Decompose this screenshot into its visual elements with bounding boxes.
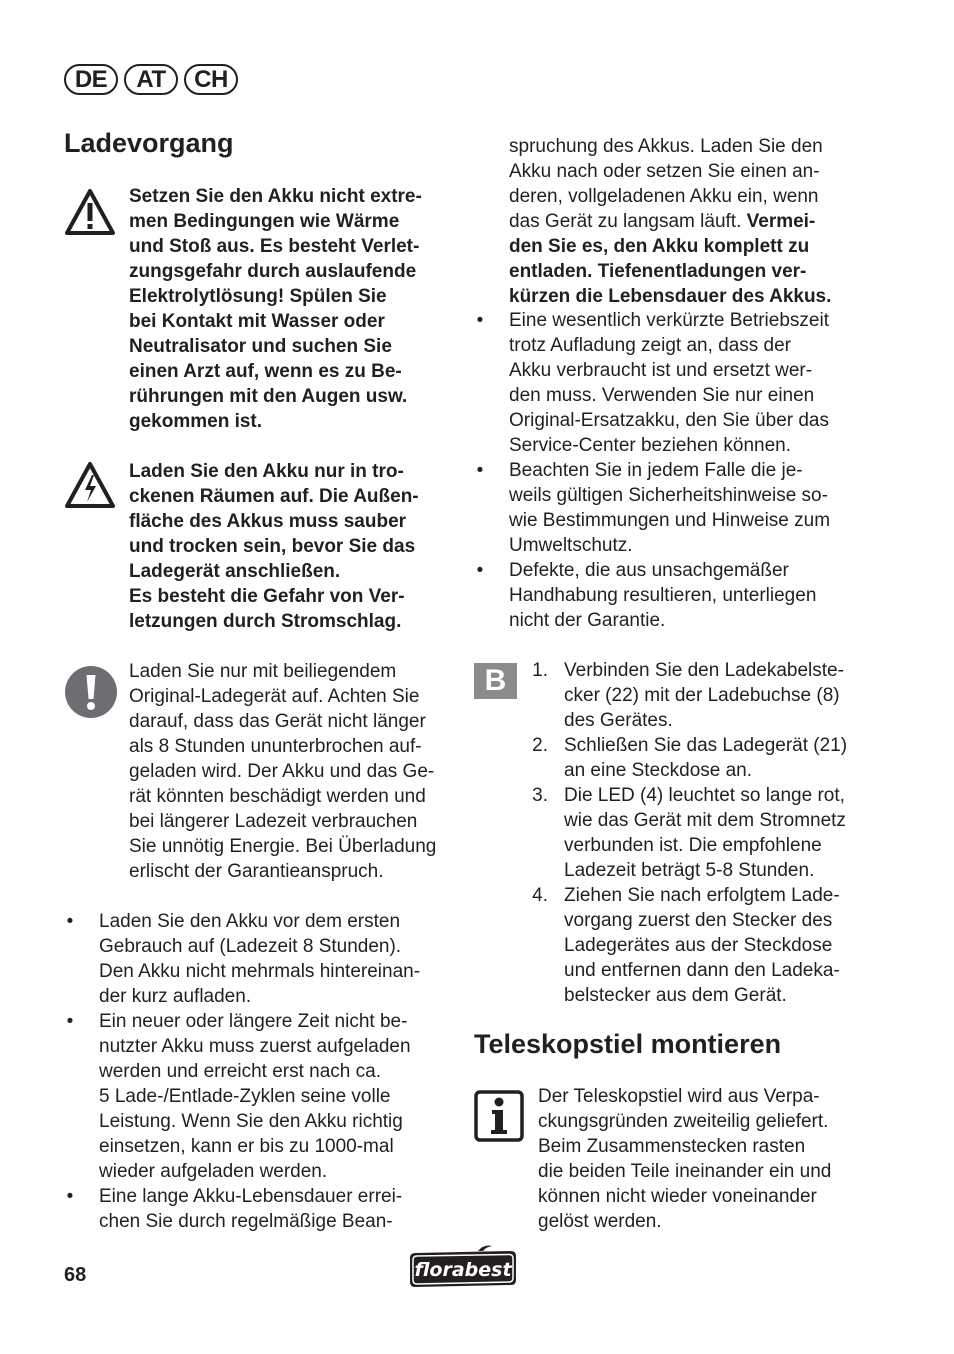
info-text (538, 1084, 868, 1234)
text-line: Laden Sie den Akku nur in tro- (129, 461, 404, 482)
brand-logo (406, 1244, 520, 1295)
note-text (129, 659, 459, 884)
text-line: Sie unnötig Energie. Bei Überladung (129, 836, 437, 857)
text-line: wie das Gerät mit dem Stromnetz (564, 810, 846, 831)
country-badges (64, 64, 238, 95)
text-line: Schließen Sie das Ladegerät (21) (564, 735, 848, 756)
text-line: 5 Lade-/Entlade-Zyklen seine volle (99, 1086, 391, 1107)
figure-ref-label: B (484, 664, 507, 697)
bullet-text (509, 308, 859, 458)
badge-ch: CH (184, 64, 238, 95)
text-line: wie Bestimmungen und Hinweise zum (509, 510, 831, 531)
figure-ref-badge (474, 663, 517, 699)
text-line: Leistung. Wenn Sie den Akku richtig (99, 1111, 403, 1132)
step-text (564, 733, 864, 783)
text-line: Gebrauch auf (Ladezeit 8 Stunden). (99, 936, 402, 957)
step-text (564, 658, 864, 733)
text-line: werden und erreicht erst nach ca. (99, 1061, 381, 1082)
text-line: Die LED (4) leuchtet so lange rot, (564, 785, 845, 806)
badge-at: AT (124, 64, 178, 95)
warning-text-1 (129, 184, 451, 434)
text-line: chen Sie durch regelmäßige Bean- (99, 1211, 393, 1232)
text-line: der kurz aufladen. (99, 986, 252, 1007)
text-line: Laden Sie den Akku vor dem ersten (99, 911, 401, 932)
bullet-text (509, 558, 859, 633)
text-line: den Sie es, den Akku komplett zu (509, 236, 810, 257)
text-line: ckenen Räumen auf. Die Außen- (129, 486, 419, 507)
text-line: Ladezeit beträgt 5-8 Stunden. (564, 860, 815, 881)
text-line: bei längerer Ladezeit verbrauchen (129, 811, 418, 832)
text-line: bei Kontakt mit Wasser oder (129, 311, 385, 332)
text-line: wieder aufgeladen werden. (99, 1161, 328, 1182)
text-line: deren, vollgeladenen Akku ein, wenn (509, 186, 819, 207)
continuation-text (509, 134, 869, 309)
bold-text (509, 234, 869, 309)
text-line: cker (22) mit der Ladebuchse (8) (564, 685, 840, 706)
text-line: Ein neuer oder längere Zeit nicht be- (99, 1011, 408, 1032)
text-line: nicht der Garantie. (509, 610, 666, 631)
text-line: und entfernen dann den Ladeka- (564, 960, 840, 981)
text-line: die beiden Teile ineinander ein und (538, 1161, 832, 1182)
text-line: Ladegerätes aus der Steckdose (564, 935, 833, 956)
text-line: Eine wesentlich verkürzte Betriebszeit (509, 310, 829, 331)
step-number: 3. (532, 785, 548, 806)
text-line: Verbinden Sie den Ladekabelste- (564, 660, 844, 681)
text-line: und Stoß aus. Es besteht Verlet- (129, 236, 420, 257)
step-number: 1. (532, 660, 548, 681)
warning-exclamation-icon (64, 188, 116, 236)
text-line: Ziehen Sie nach erfolgtem Lade- (564, 885, 840, 906)
text-line: an eine Steckdose an. (564, 760, 753, 781)
text-line: Laden Sie nur mit beiliegendem (129, 661, 397, 682)
text-line: des Gerätes. (564, 710, 673, 731)
text-line: vorgang zuerst den Stecker des (564, 910, 833, 931)
bullet-text (99, 1184, 449, 1234)
text-line: kürzen die Lebensdauer des Akkus. (509, 286, 832, 307)
step-number: 4. (532, 885, 548, 906)
text-line: fläche des Akkus muss sauber (129, 511, 407, 532)
text-line: darauf, dass das Gerät nicht länger (129, 711, 426, 732)
text-line: Umweltschutz. (509, 535, 633, 556)
step-text (564, 883, 864, 1008)
text-line: geladen wird. Der Akku und das Ge- (129, 761, 435, 782)
bullet-text (99, 1009, 449, 1184)
text-line: als 8 Stunden ununterbrochen auf- (129, 736, 422, 757)
bullet-dot: • (476, 460, 484, 481)
info-icon (474, 1090, 524, 1142)
svg-text:florabest: florabest (414, 1259, 512, 1281)
text-line: entladen. Tiefenentladungen ver- (509, 261, 807, 282)
text-span: das Gerät zu langsam läuft. (509, 211, 747, 232)
text-line: können nicht wieder voneinander (538, 1186, 817, 1207)
bullet-text (99, 909, 449, 1009)
text-line: spruchung des Akkus. Laden Sie den (509, 136, 823, 157)
text-line: Beachten Sie in jedem Falle die je- (509, 460, 803, 481)
text-line: einen Arzt auf, wenn es zu Be- (129, 361, 402, 382)
bullet-dot: • (66, 1186, 74, 1207)
text-span-bold: Vermei- (746, 211, 816, 232)
text-line: erlischt der Garantieanspruch. (129, 861, 384, 882)
text-line (509, 209, 869, 234)
text-line: men Bedingungen wie Wärme (129, 211, 400, 232)
badge-de: DE (64, 64, 118, 95)
text-line: Setzen Sie den Akku nicht extre- (129, 186, 422, 207)
text-line: nutzter Akku muss zuerst aufgeladen (99, 1036, 411, 1057)
page-number: 68 (64, 1264, 87, 1286)
text-line: Handhabung resultieren, unterliegen (509, 585, 817, 606)
text-line: einsetzen, kann er bis zu 1000-mal (99, 1136, 394, 1157)
text-line: Akku nach oder setzen Sie einen an- (509, 161, 820, 182)
warning-text-2 (129, 459, 451, 634)
text-line: rät könnten beschädigt werden und (129, 786, 426, 807)
text-line: weils gültigen Sicherheitshinweise so- (509, 485, 828, 506)
text-line: ckungsgründen zweiteilig geliefert. (538, 1111, 829, 1132)
text-line: den muss. Verwenden Sie nur einen (509, 385, 815, 406)
section-title-ladevorgang: Ladevorgang (64, 128, 234, 158)
step-text (564, 783, 864, 883)
text-line: Der Teleskopstiel wird aus Verpa- (538, 1086, 820, 1107)
text-line: Defekte, die aus unsachgemäßer (509, 560, 789, 581)
step-number: 2. (532, 735, 548, 756)
text-line: Neutralisator und suchen Sie (129, 336, 392, 357)
text-line: rührungen mit den Augen usw. (129, 386, 408, 407)
text-line: Den Akku nicht mehrmals hintereinan- (99, 961, 421, 982)
text-line: Ladegerät anschließen. (129, 561, 341, 582)
text-line: und trocken sein, bevor Sie das (129, 536, 416, 557)
bullet-dot: • (476, 310, 484, 331)
section-title-teleskopstiel: Teleskopstiel montieren (474, 1029, 782, 1059)
text-line: Eine lange Akku-Lebensdauer errei- (99, 1186, 403, 1207)
text-line: Service-Center beziehen können. (509, 435, 792, 456)
text-line: Original-Ersatzakku, den Sie über das (509, 410, 829, 431)
text-line: Akku verbraucht ist und ersetzt wer- (509, 360, 813, 381)
text-line: zungsgefahr durch auslaufende (129, 261, 417, 282)
text-line: Es besteht die Gefahr von Ver- (129, 586, 405, 607)
text-line: gelöst werden. (538, 1211, 662, 1232)
bullet-dot: • (476, 560, 484, 581)
text-line: gekommen ist. (129, 411, 263, 432)
text-line: verbunden ist. Die empfohlene (564, 835, 822, 856)
bullet-text (509, 458, 859, 558)
text-line: belstecker aus dem Gerät. (564, 985, 787, 1006)
text-line: Beim Zusammenstecken rasten (538, 1136, 806, 1157)
bullet-dot: • (66, 911, 74, 932)
exclamation-circle-icon (64, 665, 118, 719)
text-line: letzungen durch Stromschlag. (129, 611, 402, 632)
text-line: Elektrolytlösung! Spülen Sie (129, 286, 387, 307)
florabest-logo-icon (406, 1244, 520, 1290)
bullet-dot: • (66, 1011, 74, 1032)
warning-electric-icon (64, 461, 116, 509)
text-line: trotz Aufladung zeigt an, dass der (509, 335, 792, 356)
text-line: Original-Ladegerät auf. Achten Sie (129, 686, 420, 707)
